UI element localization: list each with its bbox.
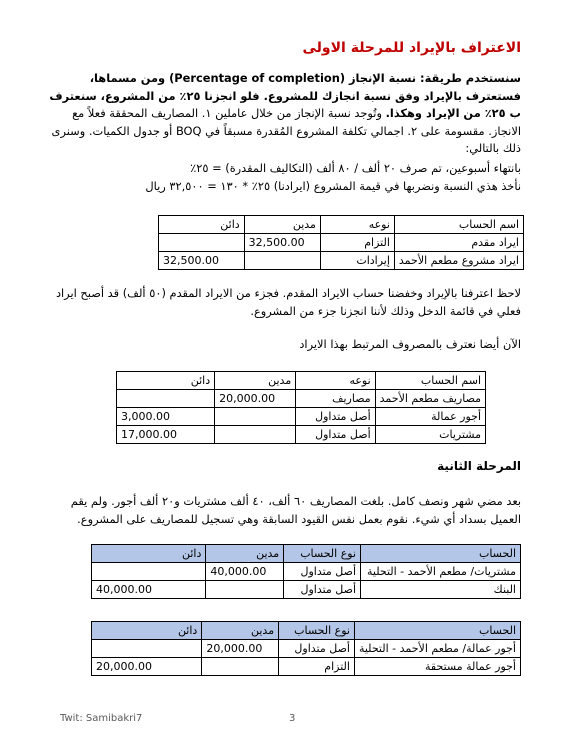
table-row	[92, 563, 521, 581]
cell-credit	[159, 234, 245, 252]
cell-debit	[215, 426, 296, 444]
header-type: نوعه	[320, 216, 394, 234]
cell-account: ايراد مشروع مطعم الأحمد	[394, 252, 523, 270]
explanation-paragraph: لاحظ اعترفنا بالإيراد وخفضنا حساب الايراد المقدم. فجزء من الايراد المقدم (٥٠ ألف) قد أصبح ايراد فعلي في قائمة الدخل وذلك لأننا انجزنا جزء من المشروع.	[55, 286, 521, 318]
cell-debit: 20,000.00	[202, 640, 279, 658]
cell-account: أجور عمالة	[375, 408, 485, 426]
footer-page-number: 3	[289, 713, 296, 724]
header-type: نوعه	[296, 372, 375, 390]
calc-line-2: نأخذ هذي النسبة ونضربها في قيمة المشروع (ايرادنا) ٢٥٪ * ١٣٠ = ٣٢,٥٠٠ ريال	[145, 178, 521, 193]
stage-2-paragraph: بعد مضي شهر ونصف كامل. بلغت المصاريف ٦٠ ألف، ٤٠ ألف مشتريات و٢٠ ألف أجور. ولم يقم العميل بسداد أي شيء. نقوم بعمل نفس القيود السابقة وهي تسجيل للمصاريف على المشروع.	[70, 494, 521, 526]
header-credit: دائن	[159, 216, 245, 234]
cell-type: مصاريف	[296, 390, 375, 408]
cell-account: ايراد مقدم	[394, 234, 523, 252]
header-account-type: نوع الحساب	[279, 622, 355, 640]
cell-type: أصل متداول	[296, 408, 375, 426]
cell-type: التزام	[320, 234, 394, 252]
cell-type: أصل متداول	[284, 563, 361, 581]
cell-debit	[244, 252, 320, 270]
cell-account: أجور عمالة/ مطعم الأحمد - التحلية	[354, 640, 520, 658]
cell-account: مشتريات	[375, 426, 485, 444]
table-row	[92, 658, 521, 676]
cell-type: أصل متداول	[296, 426, 375, 444]
table-row	[159, 252, 524, 270]
intro-normal-text: وتُوجد نسبة الإنجاز من خلال عاملين ١. المصاريف المحققة فعلاً مع الانجاز. مقسومة على ٢. اجمالي تكلفة المشروع المُقدرة مسبقاً في BOQ أو جدول الكميات. وسنرى ذلك بالتالي:	[51, 106, 521, 155]
intro-bold-text: سنستخدم طريقة: نسبة الإنجاز (Percentage of completion) ومن مسماها، فستعترف بالإيراد وفق نسبة انجازك للمشروع. فلو انجزنا ٢٥٪ من المشروع، سنعترف ب ٢٥٪ من الإيراد وهكذا.	[49, 71, 521, 120]
header-credit: دائن	[117, 372, 215, 390]
intro-paragraph	[48, 70, 521, 158]
table-row	[92, 640, 521, 658]
header-credit: دائن	[92, 545, 206, 563]
cell-account: مشتريات/ مطعم الأحمد - التحلية	[361, 563, 521, 581]
journal-table-4	[91, 621, 521, 676]
table-header-row	[117, 372, 486, 390]
calc-line-1: بانتهاء أسبوعين، تم صرف ٢٠ ألف / ٨٠ ألف (التكاليف المقدرة) = ٢٥٪	[190, 161, 521, 175]
cell-debit	[206, 581, 284, 599]
header-debit: مدين	[244, 216, 320, 234]
journal-table-1	[158, 215, 524, 270]
cell-account: أجور عمالة مستحقة	[354, 658, 520, 676]
cell-debit	[202, 658, 279, 676]
header-account: الحساب	[354, 622, 520, 640]
cell-debit	[215, 408, 296, 426]
footer-twitter-handle: Twit: Samibakri7	[60, 713, 143, 724]
cell-type: أصل متداول	[279, 640, 355, 658]
cell-credit: 40,000.00	[92, 581, 206, 599]
table-header-row	[159, 216, 524, 234]
cell-credit	[92, 640, 202, 658]
table-row	[92, 581, 521, 599]
section-heading-stage-2: المرحلة الثانية	[437, 459, 521, 473]
cell-credit: 20,000.00	[92, 658, 202, 676]
calculation-block	[48, 160, 521, 195]
cell-debit: 32,500.00	[244, 234, 320, 252]
cell-debit: 40,000.00	[206, 563, 284, 581]
table-row	[117, 390, 486, 408]
header-account-type: نوع الحساب	[284, 545, 361, 563]
header-credit: دائن	[92, 622, 202, 640]
header-account-name: اسم الحساب	[375, 372, 485, 390]
table-row	[117, 426, 486, 444]
cell-credit: 17,000.00	[117, 426, 215, 444]
section-title: الاعتراف بالإيراد للمرحلة الاولى	[302, 40, 521, 56]
header-debit: مدين	[215, 372, 296, 390]
cell-type: التزام	[279, 658, 355, 676]
journal-table-3	[91, 544, 521, 599]
table-header-row	[92, 622, 521, 640]
table-row	[117, 408, 486, 426]
expense-intro-paragraph: الآن أيضا نعترف بالمصروف المرتبط بهذا الايراد	[299, 337, 521, 351]
cell-account: البنك	[361, 581, 521, 599]
header-debit: مدين	[206, 545, 284, 563]
cell-type: إيرادات	[320, 252, 394, 270]
cell-credit: 32,500.00	[159, 252, 245, 270]
header-account-name: اسم الحساب	[394, 216, 523, 234]
table-header-row	[92, 545, 521, 563]
cell-credit: 3,000.00	[117, 408, 215, 426]
header-account: الحساب	[361, 545, 521, 563]
cell-debit: 20,000.00	[215, 390, 296, 408]
cell-type: أصل متداول	[284, 581, 361, 599]
header-debit: مدين	[202, 622, 279, 640]
cell-credit	[117, 390, 215, 408]
table-row	[159, 234, 524, 252]
journal-table-2	[116, 371, 486, 444]
cell-account: مصاريف مطعم الأحمد	[375, 390, 485, 408]
cell-credit	[92, 563, 206, 581]
